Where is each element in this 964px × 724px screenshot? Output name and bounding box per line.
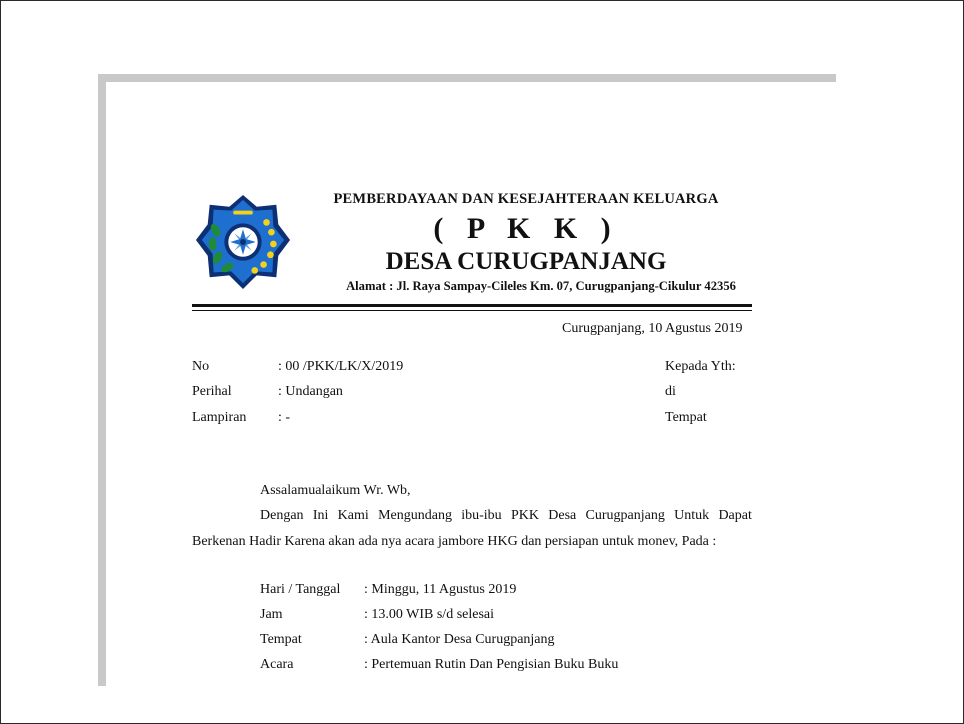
body-word: PKK — [510, 508, 539, 523]
body-word: Ini — [312, 508, 329, 523]
meta-label-no: No — [192, 359, 210, 374]
detail-value-event: : Pertemuan Rutin Dan Pengisian Buku Buku — [364, 657, 619, 672]
org-name-line: PEMBERDAYAAN DAN KESEJAHTERAAN KELUARGA — [333, 191, 719, 207]
body-line-2: Berkenan Hadir Karena akan ada nya acara jambore HKG dan persiapan untuk monev, Pada : — [192, 534, 717, 549]
body-word: Dapat — [718, 508, 752, 523]
body-word: Untuk — [674, 508, 710, 523]
greeting: Assalamualaikum Wr. Wb, — [260, 483, 411, 498]
letterhead-rule-thick — [192, 304, 752, 307]
body-word: Dengan — [260, 508, 304, 523]
body-word: Desa — [548, 508, 577, 523]
document-page — [106, 82, 836, 686]
letter-date: Curugpanjang, 10 Agustus 2019 — [562, 321, 743, 336]
body-line-1 — [260, 508, 752, 524]
meta-value-perihal: : Undangan — [278, 384, 343, 399]
meta-label-lampiran: Lampiran — [192, 410, 247, 425]
detail-label-event: Acara — [260, 657, 294, 672]
body-word: ibu-ibu — [461, 508, 502, 523]
detail-label-date: Hari / Tanggal — [260, 582, 341, 597]
body-word: Curugpanjang — [585, 508, 665, 523]
detail-label-place: Tempat — [260, 632, 302, 647]
village-name: DESA CURUGPANJANG — [385, 248, 667, 275]
meta-value-no: : 00 /PKK/LK/X/2019 — [278, 359, 404, 374]
recipient-line-3: Tempat — [665, 410, 707, 425]
meta-label-perihal: Perihal — [192, 384, 232, 399]
detail-label-time: Jam — [260, 607, 283, 622]
body-word: Mengundang — [378, 508, 452, 523]
meta-value-lampiran: : - — [278, 410, 291, 425]
letterhead-rule-thin — [192, 310, 752, 311]
address-line: Alamat : Jl. Raya Sampay-Cileles Km. 07, Curugpanjang-Cikulur 42356 — [346, 279, 736, 293]
org-acronym: ( P K K ) — [433, 212, 619, 245]
detail-value-place: : Aula Kantor Desa Curugpanjang — [364, 632, 555, 647]
body-word: Kami — [337, 508, 369, 523]
detail-value-date: : Minggu, 11 Agustus 2019 — [364, 582, 517, 597]
recipient-line-1: Kepada Yth: — [665, 359, 736, 374]
recipient-line-2: di — [665, 384, 676, 399]
detail-value-time: : 13.00 WIB s/d selesai — [364, 607, 495, 622]
